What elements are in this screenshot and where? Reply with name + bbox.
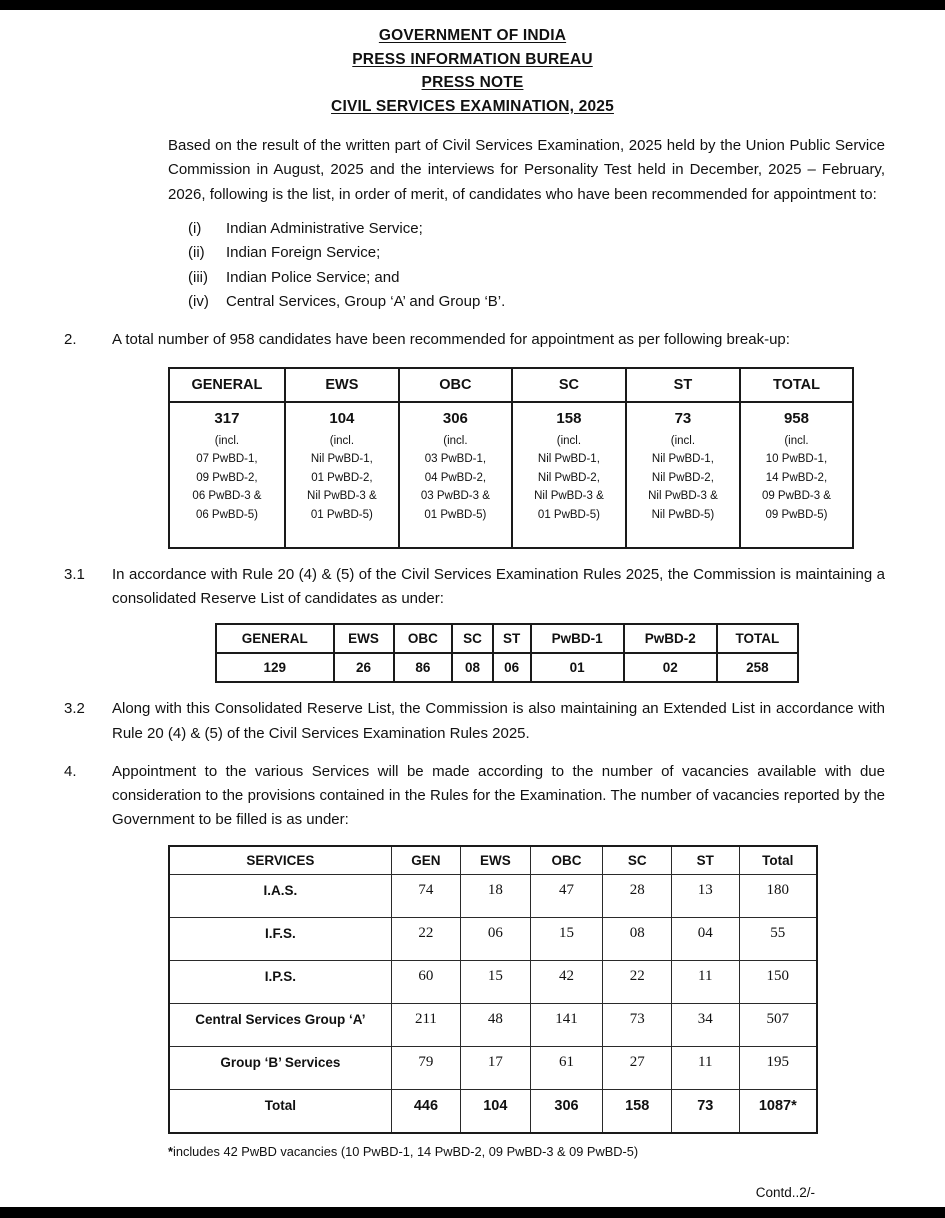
cell-pwbd-1: 01 [531,653,624,682]
cell-total: 507 [739,1003,817,1046]
cell-obc: 61 [530,1046,603,1089]
cell-sc: 08 [603,917,672,960]
cell-ews [285,402,399,548]
column-header-sc: SC [512,368,626,402]
table-header-row [169,846,817,875]
column-header-sc: SC [452,624,492,653]
paragraph-2-text: A total number of 958 candidates have been recommended for appointment as per following break-up: [112,331,790,349]
list-text: Indian Administrative Service; [226,220,423,238]
cell-service-name: I.A.S. [169,874,391,917]
intro-paragraph: Based on the result of the written part of Civil Services Examination, 2025 held by the Union Public Service Commission in August, 2025 and the interviews for Personality Test held in December, 2025 – February, 2026, following is the list, in order of merit, of candidates who have been recommended for appointment to: [168,137,885,203]
column-header-st: ST [672,846,740,875]
cell-pwbd-5: 01 PwBD-5) [424,509,487,522]
cell-ews: 48 [461,1003,531,1046]
list-text: Indian Foreign Service; [226,244,381,262]
list-text: Central Services, Group ‘A’ and Group ‘B’. [226,292,506,310]
list-marker: (iii) [188,268,208,286]
list-marker: (ii) [188,244,205,262]
cell-service-name: I.P.S. [169,960,391,1003]
table-header-row [169,368,853,402]
cell-sc [512,402,626,548]
cell-pwbd-2: 09 PwBD-2, [196,471,258,484]
cell-count: 317 [214,409,240,427]
cell-pwbd-3: Nil PwBD-3 & [534,490,604,503]
column-header-obc: OBC [394,624,453,653]
cell-ews: 17 [461,1046,531,1089]
heading-line-bureau: PRESS INFORMATION BUREAU [352,50,593,68]
cell-pwbd-5: Nil PwBD-5) [651,509,715,522]
cell-gen: 211 [391,1003,460,1046]
table-row [216,653,798,682]
cell-obc: 42 [530,960,603,1003]
cell-total-gen: 446 [391,1089,460,1133]
cell-pwbd-2: Nil PwBD-2, [537,471,600,484]
cell-pwbd-2: 01 PwBD-2, [311,471,373,484]
cell-pwbd-2: 04 PwBD-2, [424,471,487,484]
paragraph-4-text: Appointment to the various Services will be made according to the number of vacancies available with due consideration to the provisions contained in the Rules for the Examination. The number of vacancies reported by the Government to be filled is as under: [112,762,885,829]
bottom-letterbox-bar [0,1207,945,1218]
cell-gen: 22 [391,917,460,960]
cell-st: 11 [672,960,740,1003]
list-item [188,217,885,241]
cell-obc: 86 [394,653,453,682]
cell-pwbd-2: 02 [624,653,717,682]
footnote-asterisk: * [168,1143,173,1159]
cell-pwbd-2: 14 PwBD-2, [765,471,828,484]
cell-ews: 18 [461,874,531,917]
cell-gen: 60 [391,960,460,1003]
cell-pwbd-5: 01 PwBD-5) [310,509,373,522]
cell-service-name: I.F.S. [169,917,391,960]
heading-line-press-note: PRESS NOTE [421,74,524,92]
table-row [169,1003,817,1046]
column-header-obc: OBC [399,368,512,402]
services-list [188,217,885,314]
cell-count: 73 [674,409,692,427]
cell-st: 34 [672,1003,740,1046]
cell-pwbd-1: 10 PwBD-1, [765,453,828,466]
cell-count: 306 [442,409,468,427]
table-row [169,874,817,917]
cell-total: 150 [739,960,817,1003]
cell-count: 158 [556,409,582,427]
cell-pwbd-5: 06 PwBD-5) [195,509,258,522]
cell-count: 104 [329,409,355,427]
column-header-total: TOTAL [740,368,853,402]
cell-incl-label: (incl. [214,434,240,447]
document-heading [60,24,885,118]
paragraph-3-1-text: In accordance with Rule 20 (4) & (5) of the Civil Services Examination Rules 2025, the Commission is maintaining a consolidated Reserve List of candidates as under: [112,565,885,607]
cell-st: 11 [672,1046,740,1089]
list-item [188,290,885,314]
heading-line-exam-title: CIVIL SERVICES EXAMINATION, 2025 [331,97,614,115]
cell-service-name: Group ‘B’ Services [169,1046,391,1089]
heading-line-government: GOVERNMENT OF INDIA [378,27,567,44]
cell-general [169,402,285,548]
column-header-ews: EWS [461,846,531,875]
cell-pwbd-1: 07 PwBD-1, [196,453,258,466]
cell-total: 180 [739,874,817,917]
reserve-list-table [215,623,799,683]
table-row [169,917,817,960]
cell-pwbd-3: 03 PwBD-3 & [420,490,490,503]
list-marker: (iv) [188,292,209,310]
table-row [169,1046,817,1089]
cell-sc: 27 [603,1046,672,1089]
list-item [188,241,885,265]
column-header-general: GENERAL [169,368,285,402]
cell-service-name: Central Services Group ‘A’ [169,1003,391,1046]
cell-ews: 15 [461,960,531,1003]
column-header-services: SERVICES [169,846,391,875]
cell-total-sc: 158 [603,1089,672,1133]
paragraph-4 [60,760,885,833]
paragraph-3-1-number: 3.1 [64,565,85,583]
cell-sc: 22 [603,960,672,1003]
list-item [188,266,885,290]
paragraph-3-2 [60,697,885,746]
cell-total-ews: 104 [461,1089,531,1133]
cell-pwbd-3: Nil PwBD-3 & [648,490,718,503]
cell-pwbd-3: 06 PwBD-3 & [192,490,262,503]
table-header-row [216,624,798,653]
footnote-text: includes 42 PwBD vacancies (10 PwBD-1, 14 PwBD-2, 09 PwBD-3 & 09 PwBD-5) [172,1143,639,1159]
breakup-table [168,367,854,549]
cell-obc: 15 [530,917,603,960]
cell-total: 258 [717,653,798,682]
cell-pwbd-1: 03 PwBD-1, [424,453,487,466]
cell-pwbd-3: Nil PwBD-3 & [307,490,377,503]
cell-gen: 79 [391,1046,460,1089]
column-header-pwbd-2: PwBD-2 [624,624,717,653]
table-total-row [169,1089,817,1133]
column-header-gen: GEN [391,846,460,875]
column-header-st: ST [626,368,740,402]
cell-st: 13 [672,874,740,917]
list-marker: (i) [188,220,202,238]
press-note-page [0,10,945,1207]
cell-grand-total: 1087* [739,1089,817,1133]
paragraph-3-2-text: Along with this Consolidated Reserve List, the Commission is also maintaining an Extended List in accordance with Rule 20 (4) & (5) of the Civil Services Examination Rules 2025. [112,700,885,742]
column-header-total: TOTAL [717,624,798,653]
column-header-st: ST [493,624,531,653]
cell-pwbd-5: 01 PwBD-5) [537,509,600,522]
column-header-general: GENERAL [216,624,334,653]
paragraph-3-1 [60,563,885,612]
cell-total: 55 [739,917,817,960]
cell-total-label: Total [169,1089,391,1133]
cell-ews: 06 [461,917,531,960]
cell-total-obc: 306 [530,1089,603,1133]
cell-general: 129 [216,653,334,682]
cell-sc: 73 [603,1003,672,1046]
cell-pwbd-3: 09 PwBD-3 & [761,490,831,503]
cell-obc: 141 [530,1003,603,1046]
vacancy-table [168,845,818,1134]
cell-obc [399,402,512,548]
paragraph-4-number: 4. [64,762,77,780]
cell-total [740,402,853,548]
cell-ews: 26 [334,653,394,682]
cell-pwbd-1: Nil PwBD-1, [537,453,600,466]
paragraph-3-2-number: 3.2 [64,700,85,718]
column-header-pwbd-1: PwBD-1 [531,624,624,653]
cell-incl-label: (incl. [670,434,696,447]
cell-incl-label: (incl. [329,434,355,447]
column-header-sc: SC [603,846,672,875]
column-header-obc: OBC [530,846,603,875]
table-row [169,402,853,548]
cell-incl-label: (incl. [784,434,809,447]
column-header-ews: EWS [334,624,394,653]
cell-total: 195 [739,1046,817,1089]
cell-total-st: 73 [672,1089,740,1133]
column-header-total: Total [739,846,817,875]
cell-pwbd-1: Nil PwBD-1, [651,453,714,466]
top-letterbox-bar [0,0,945,10]
cell-count: 958 [783,409,809,427]
column-header-ews: EWS [285,368,399,402]
cell-pwbd-5: 09 PwBD-5) [765,509,828,522]
cell-sc: 28 [603,874,672,917]
table-row [169,960,817,1003]
cell-st: 04 [672,917,740,960]
continuation-marker: Contd..2/- [755,1184,815,1200]
cell-incl-label: (incl. [556,434,582,447]
paragraph-2 [60,328,885,352]
footnote [168,1142,885,1161]
paragraph-2-number: 2. [64,331,77,349]
cell-gen: 74 [391,874,460,917]
cell-st: 06 [493,653,531,682]
cell-pwbd-1: Nil PwBD-1, [310,453,373,466]
cell-obc: 47 [530,874,603,917]
cell-incl-label: (incl. [443,434,468,447]
list-text: Indian Police Service; and [226,268,400,286]
cell-pwbd-2: Nil PwBD-2, [651,471,714,484]
cell-st [626,402,740,548]
cell-sc: 08 [452,653,492,682]
